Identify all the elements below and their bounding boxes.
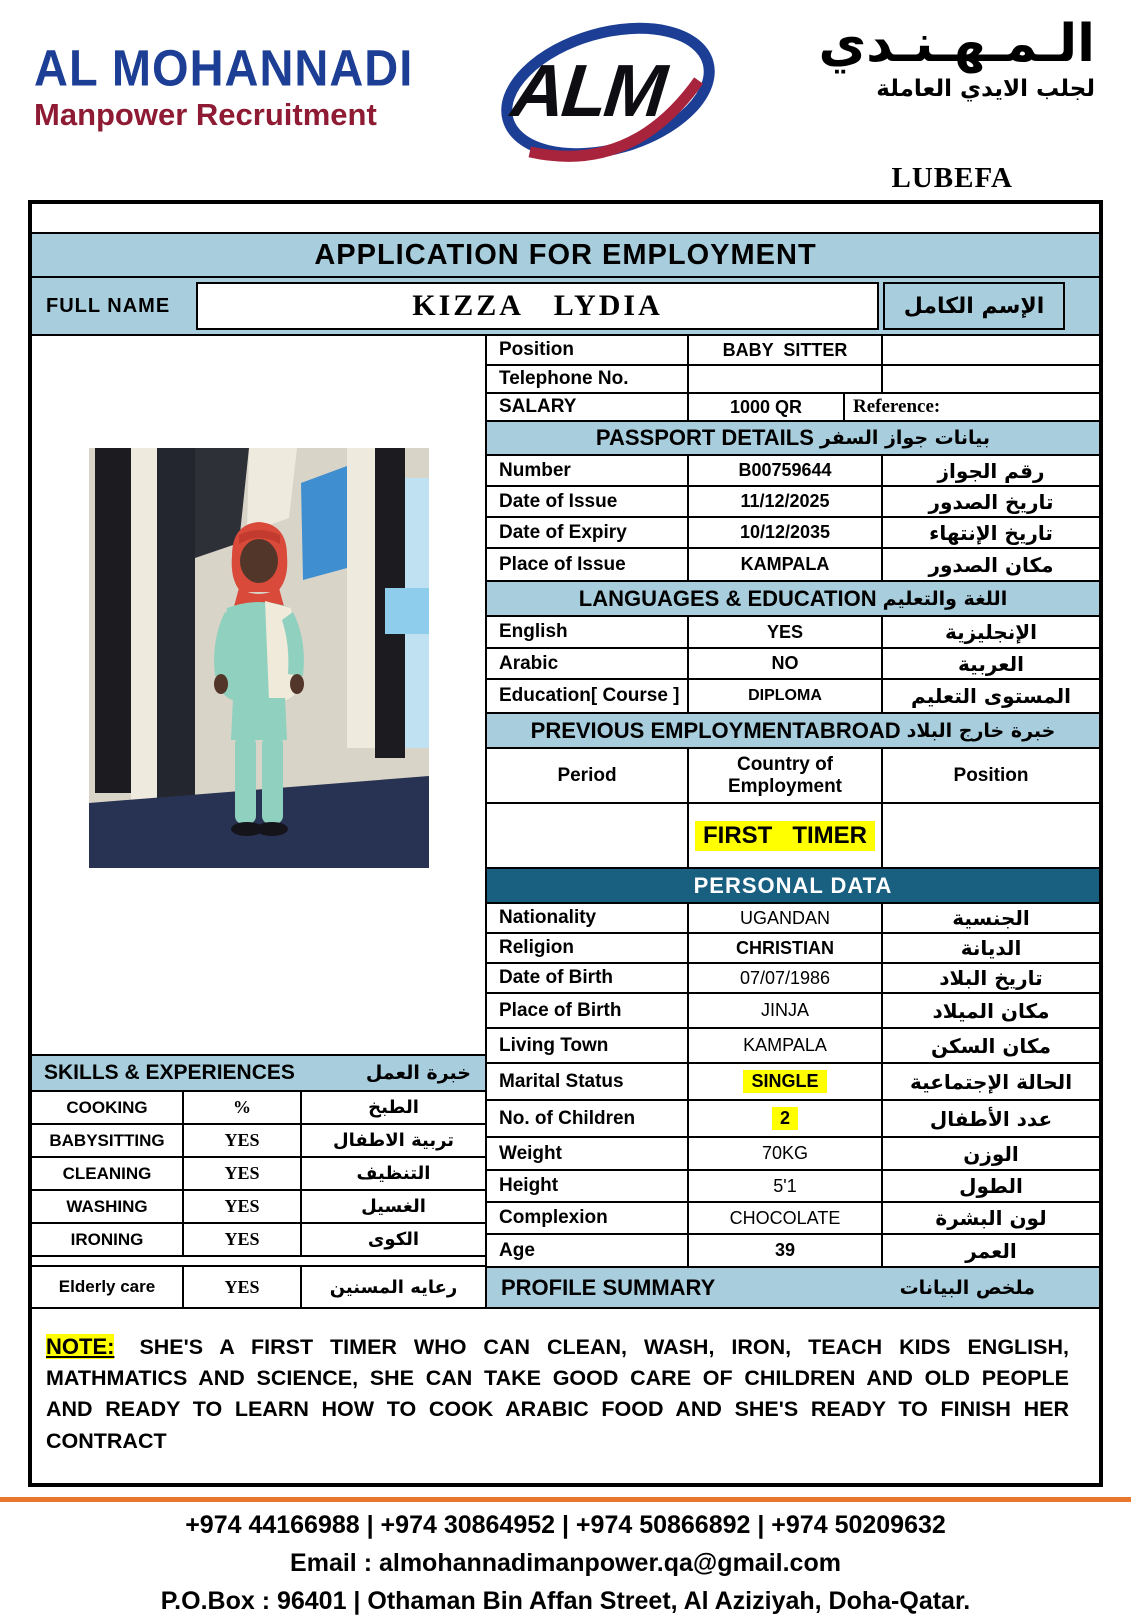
field-label: Living Town <box>499 1034 609 1056</box>
field-label: English <box>499 621 568 642</box>
field-value: 39 <box>687 1235 883 1266</box>
field-label: CLEANING <box>62 1163 152 1183</box>
field-value: 5'1 <box>687 1171 883 1201</box>
field-label-arabic: تاريخ الصدور <box>928 489 1054 514</box>
header <box>0 0 1131 200</box>
full-name-label-arabic: الإسم الكامل <box>883 282 1065 330</box>
field-value: YES <box>182 1158 302 1189</box>
field-label: Religion <box>499 937 574 958</box>
field-label-arabic: الغسيل <box>361 1196 426 1217</box>
field-label: SALARY <box>499 396 577 417</box>
field-label: Place of Birth <box>499 999 622 1021</box>
row-living-town <box>487 1029 1099 1064</box>
column-header-position: Position <box>953 764 1029 786</box>
section-heading-arabic: بيانات جواز السفر <box>819 427 991 449</box>
field-label: Telephone No. <box>499 368 629 389</box>
footer-phones: +974 44166988 | +974 30864952 | +974 50866892 | +974 50209632 <box>185 1510 946 1539</box>
section-header-personal-data <box>487 869 1099 904</box>
section-heading: PERSONAL DATA <box>693 872 893 898</box>
field-empty <box>883 366 1099 392</box>
field-label: No. of Children <box>499 1107 636 1129</box>
highlighted-value: 2 <box>772 1107 798 1130</box>
field-label: Height <box>499 1175 559 1196</box>
field-label: Number <box>499 459 571 481</box>
field-value: NO <box>687 649 883 678</box>
field-label: BABYSITTING <box>49 1130 165 1150</box>
first-timer-badge: FIRST TIMER <box>695 821 875 851</box>
field-label-arabic: المستوى التعليم <box>911 684 1071 708</box>
row-marital-status <box>487 1064 1099 1101</box>
footer <box>0 1511 1131 1616</box>
field-value <box>687 366 883 392</box>
section-heading-arabic: خبرة خارج البلاد <box>906 719 1056 742</box>
field-value: 07/07/1986 <box>687 964 883 992</box>
row-skill-ironing <box>32 1224 485 1257</box>
alm-logo <box>486 6 730 176</box>
form-top-gap <box>32 204 1099 232</box>
field-label: Elderly care <box>58 1277 156 1296</box>
skills-section <box>32 1054 485 1307</box>
full-name-row <box>32 278 1099 336</box>
field-label: COOKING <box>66 1097 148 1117</box>
row-age <box>487 1235 1099 1268</box>
highlighted-value: SINGLE <box>743 1070 826 1093</box>
section-heading: PREVIOUS EMPLOYMENTABROAD <box>530 717 901 743</box>
alm-acronym: ALM <box>507 49 668 132</box>
row-telephone <box>487 366 1099 394</box>
field-label: Position <box>499 339 574 360</box>
row-skill-cooking <box>32 1092 485 1125</box>
field-label: Marital Status <box>499 1070 624 1092</box>
section-header-profile-summary <box>487 1268 1099 1307</box>
section-heading-arabic: ملخص البيانات <box>899 1276 1035 1299</box>
reference-label: Reference: <box>853 396 941 417</box>
field-label-arabic: تاريخ البلاد <box>939 966 1043 990</box>
skills-heading: SKILLS & EXPERIENCES <box>44 1061 295 1084</box>
field-label-arabic: الطول <box>959 1174 1023 1198</box>
applicant-photo-image <box>89 448 429 868</box>
field-label: Complexion <box>499 1207 608 1228</box>
field-value: YES <box>182 1125 302 1156</box>
form-right-column <box>487 336 1099 1307</box>
field-empty <box>883 336 1099 364</box>
row-place-of-issue <box>487 549 1099 582</box>
field-value <box>687 1101 883 1136</box>
row-passport-number <box>487 456 1099 487</box>
row-date-of-birth <box>487 964 1099 994</box>
field-empty <box>487 804 687 867</box>
field-empty <box>883 804 1099 867</box>
field-label: Age <box>499 1239 535 1261</box>
brand-subtitle: Manpower Recruitment <box>34 97 377 132</box>
field-label-arabic: مكان الصدور <box>928 552 1054 577</box>
row-arabic <box>487 649 1099 680</box>
form-left-column <box>32 336 487 1307</box>
row-nationality <box>487 904 1099 934</box>
field-value: DIPLOMA <box>687 680 883 712</box>
field-label-arabic: عدد الأطفال <box>929 1106 1053 1131</box>
field-label-arabic: التنظيف <box>356 1163 431 1184</box>
column-header-country: Country of Employment <box>687 749 883 802</box>
section-header-languages-education <box>487 582 1099 617</box>
divider-line <box>0 1497 1131 1502</box>
field-value: UGANDAN <box>687 904 883 932</box>
field-value: YES <box>182 1224 302 1255</box>
section-heading: PROFILE SUMMARY <box>501 1274 716 1300</box>
brand-arabic-block <box>818 14 1095 102</box>
applicant-photo <box>89 448 429 868</box>
field-value: BABY SITTER <box>687 336 883 364</box>
field-value <box>687 804 883 867</box>
section-heading: PASSPORT DETAILS <box>595 425 814 450</box>
field-value: 11/12/2025 <box>687 487 883 516</box>
section-header-previous-employment <box>487 714 1099 749</box>
field-value: YES <box>182 1267 302 1307</box>
footer-address: P.O.Box : 96401 | Othaman Bin Affan Street, Al Aziziyah, Doha-Qatar. <box>160 1586 971 1615</box>
field-label-arabic: العمر <box>965 1238 1017 1263</box>
section-heading-arabic: اللغة والتعليم <box>882 587 1008 610</box>
note-text: SHE'S A FIRST TIMER WHO CAN CLEAN, WASH, IRON, TEACH KIDS ENGLISH, MATHMATICS AND SCIENCE, SHE CAN TAKE GOOD CARE OF CHILDREN AND OLD PEOPLE AND READY TO LEARN HOW TO COOK ARABIC FOOD AND SHE'S READY TO FINISH HER CONTRACT <box>46 1335 1069 1453</box>
form-body <box>32 336 1099 1309</box>
footer-email: Email : almohannadimanpower.qa@gmail.com <box>290 1548 841 1577</box>
field-label-arabic: الطبخ <box>368 1097 419 1118</box>
field-label: Arabic <box>499 652 559 674</box>
row-previous-employment-entry <box>487 804 1099 869</box>
row-place-of-birth <box>487 994 1099 1029</box>
brand-title: AL MOHANNADI <box>34 39 414 97</box>
row-skill-cleaning <box>32 1158 485 1191</box>
field-label-arabic: مكان الميلاد <box>932 998 1050 1023</box>
note-label: NOTE: <box>46 1334 115 1359</box>
row-previous-employment-columns <box>487 749 1099 804</box>
partner-name: LUBEFA <box>891 162 1013 194</box>
field-value: KAMPALA <box>687 1029 883 1062</box>
note-section <box>32 1309 1099 1483</box>
row-religion <box>487 934 1099 964</box>
row-education <box>487 680 1099 714</box>
field-value <box>687 1064 883 1099</box>
row-skill-washing <box>32 1191 485 1224</box>
field-value: B00759644 <box>687 456 883 485</box>
field-label-arabic: تاريخ الإنتهاء <box>929 520 1053 545</box>
section-header-passport-details <box>487 422 1099 456</box>
field-value: % <box>182 1092 302 1123</box>
row-skill-elderly-care <box>32 1265 485 1307</box>
application-form <box>28 200 1103 1487</box>
field-value: CHRISTIAN <box>687 934 883 962</box>
row-position <box>487 336 1099 366</box>
field-label-arabic: رقم الجواز <box>937 458 1045 483</box>
field-value: 70KG <box>687 1138 883 1169</box>
field-label: Weight <box>499 1142 562 1164</box>
row-date-of-expiry <box>487 518 1099 549</box>
note-paragraph <box>46 1331 1069 1457</box>
field-label-arabic: الحالة الإجتماعية <box>909 1069 1073 1094</box>
field-label-arabic: مكان السكن <box>931 1033 1051 1058</box>
field-label-arabic: تربية الاطفال <box>332 1130 455 1151</box>
brand-block <box>34 38 413 133</box>
field-value: YES <box>182 1191 302 1222</box>
form-title: APPLICATION FOR EMPLOYMENT <box>32 232 1099 278</box>
skills-heading-arabic: خبرة العمل <box>365 1062 471 1084</box>
column-header-period: Period <box>557 764 617 786</box>
field-label: Place of Issue <box>499 553 626 575</box>
field-label-arabic: الجنسية <box>952 906 1030 930</box>
field-label-arabic: الديانة <box>960 936 1022 960</box>
field-value: CHOCOLATE <box>687 1203 883 1233</box>
field-value: KAMPALA <box>687 549 883 580</box>
field-label-arabic: لون البشرة <box>935 1206 1047 1230</box>
row-complexion <box>487 1203 1099 1235</box>
field-label: Date of Birth <box>499 967 613 988</box>
field-label: Date of Expiry <box>499 521 627 543</box>
row-salary <box>487 394 1099 422</box>
field-label-arabic: الإنجليزية <box>944 620 1038 644</box>
row-english <box>487 617 1099 649</box>
field-value: 10/12/2035 <box>687 518 883 547</box>
field-label-arabic: الوزن <box>963 1141 1019 1166</box>
row-no-of-children <box>487 1101 1099 1138</box>
field-value: JINJA <box>687 994 883 1027</box>
field-value: YES <box>687 617 883 647</box>
full-name-value: KIZZA LYDIA <box>196 282 879 330</box>
row-weight <box>487 1138 1099 1171</box>
brand-subtitle-arabic: لجلب الايدي العاملة <box>876 76 1095 102</box>
field-label: Nationality <box>499 907 597 928</box>
brand-title-arabic: الـمـهـنـدي <box>818 14 1095 74</box>
field-label: Education[ Course ] <box>499 685 680 706</box>
field-label-arabic: العربية <box>958 651 1024 676</box>
field-label-arabic: الكوى <box>367 1229 420 1250</box>
row-date-of-issue <box>487 487 1099 518</box>
section-header-skills <box>32 1054 485 1092</box>
field-label: IRONING <box>70 1229 144 1249</box>
full-name-label: FULL NAME <box>46 294 171 317</box>
field-value: 1000 QR <box>687 394 845 420</box>
row-skill-babysitting <box>32 1125 485 1158</box>
section-heading: LANGUAGES & EDUCATION <box>578 585 877 611</box>
field-label: Date of Issue <box>499 490 618 512</box>
field-label: WASHING <box>66 1196 148 1216</box>
field-label-arabic: رعايه المسنين <box>329 1276 458 1298</box>
row-height <box>487 1171 1099 1203</box>
